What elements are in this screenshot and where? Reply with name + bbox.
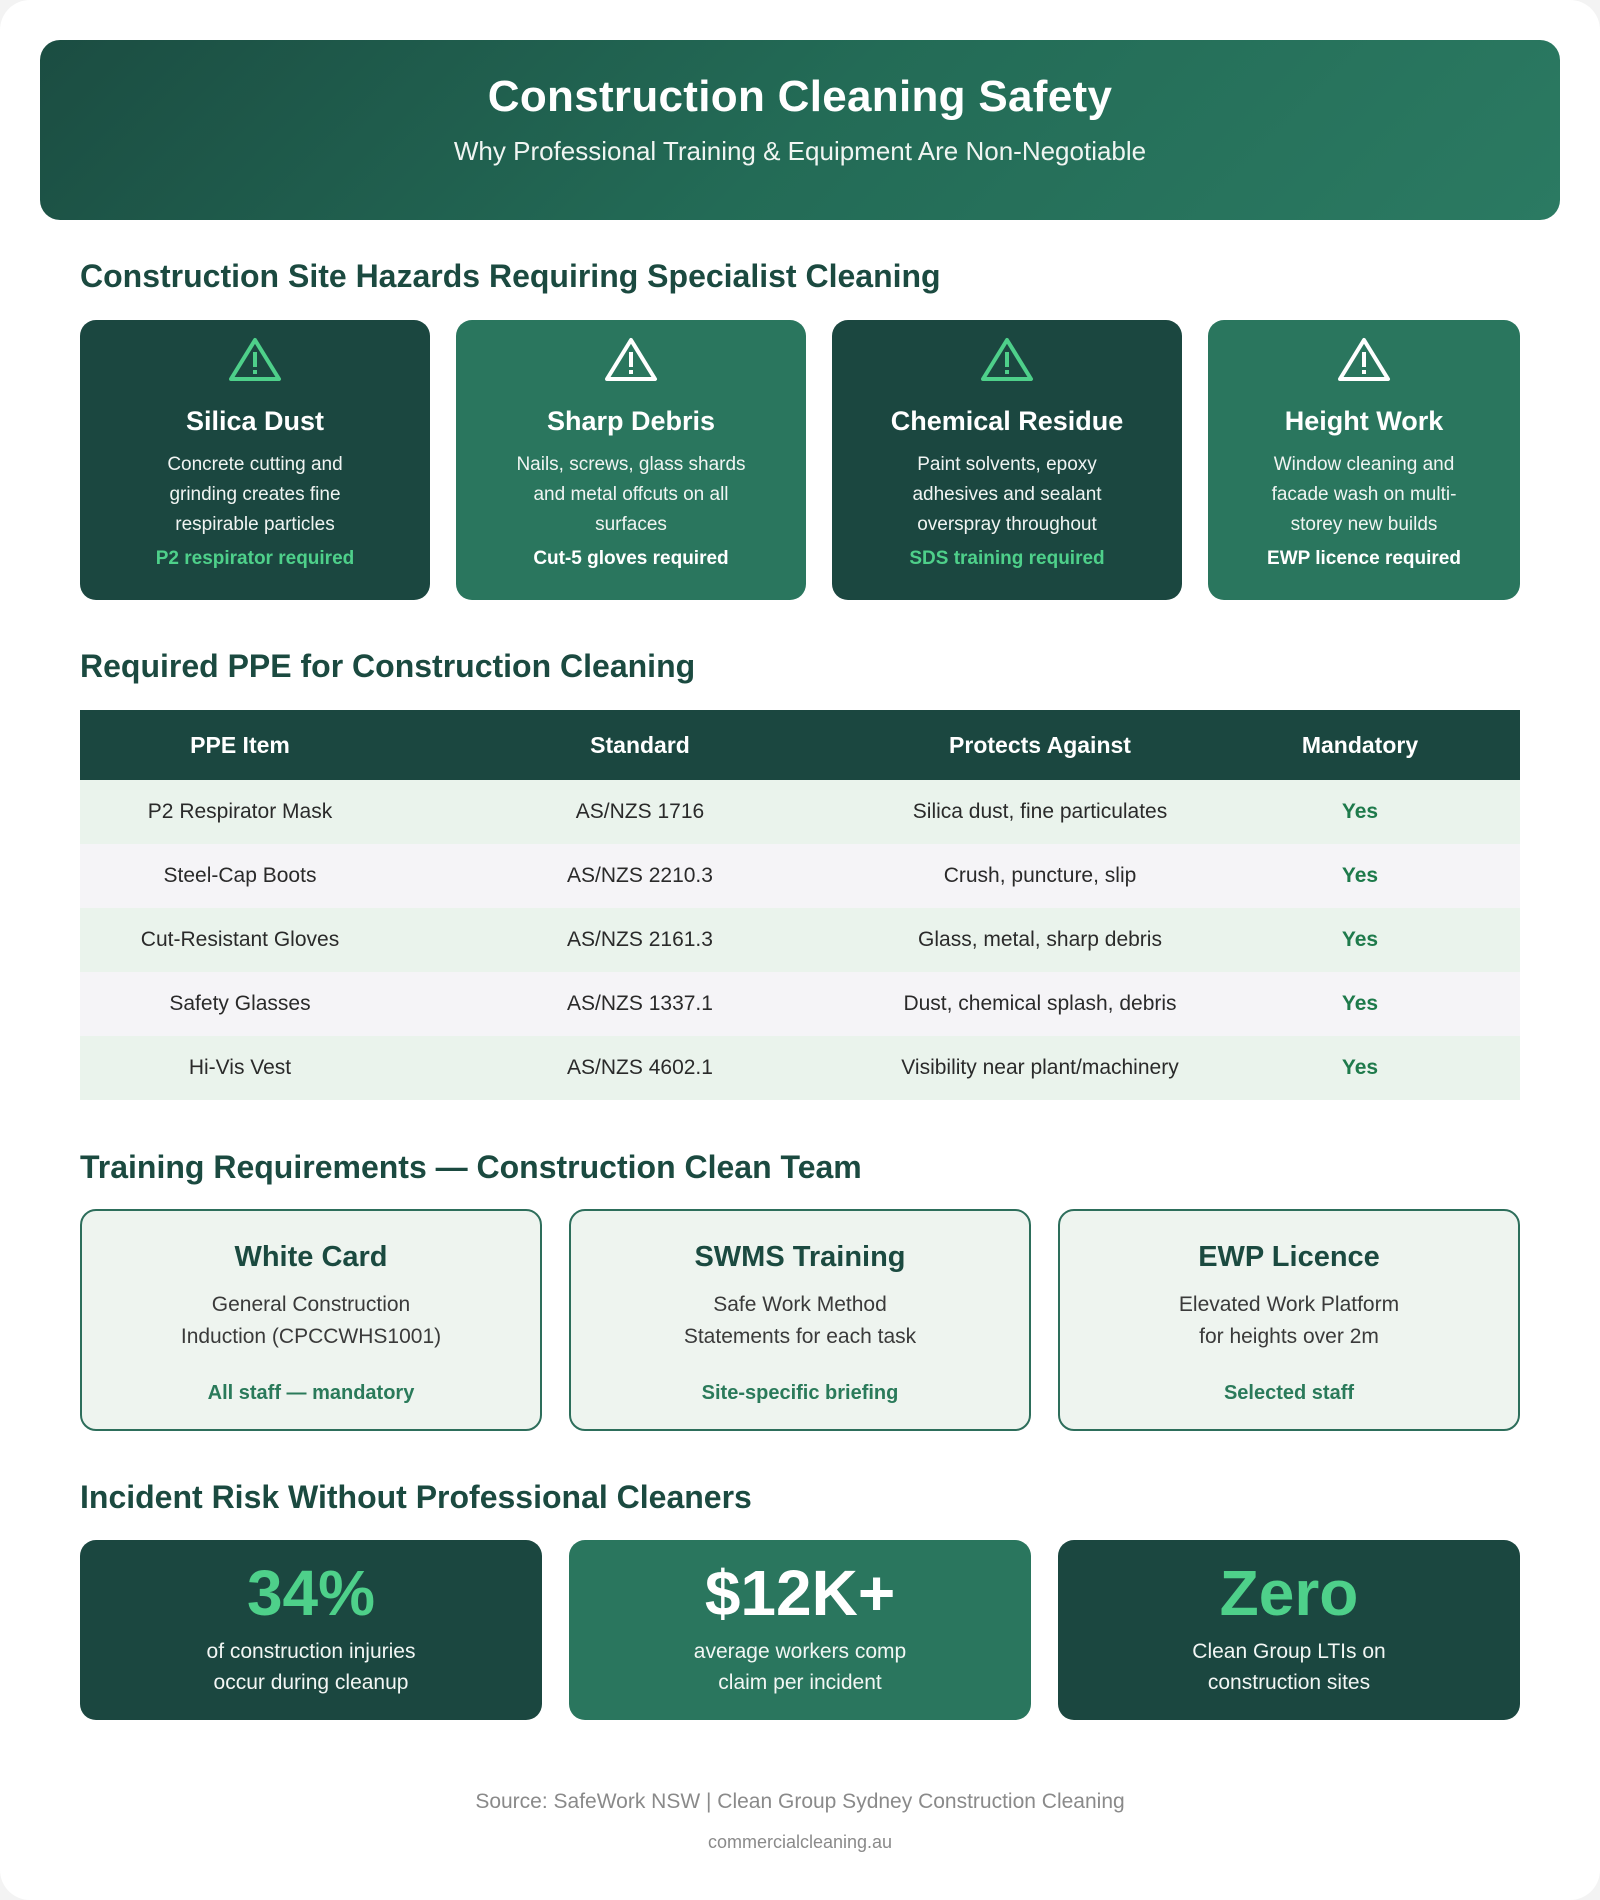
- hazard-card-chemical-residue: [832, 320, 1182, 600]
- ppe-item-cell: Safety Glasses: [80, 972, 400, 1036]
- training-description-line: Statements for each task: [683, 1325, 917, 1348]
- stat-label-line: claim per incident: [718, 1671, 882, 1694]
- standard-cell: AS/NZS 2161.3: [400, 908, 880, 972]
- stat-label-line: occur during cleanup: [213, 1671, 409, 1694]
- protects-against-cell: Crush, puncture, slip: [880, 844, 1200, 908]
- standard-cell: AS/NZS 1716: [400, 780, 880, 844]
- training-tag: Site-specific briefing: [701, 1382, 899, 1404]
- hazard-card-silica-dust: [80, 320, 430, 600]
- column-header: Standard: [400, 710, 880, 780]
- stat-label-line: average workers comp: [693, 1640, 907, 1663]
- training-description-line: Induction (CPCCWHS1001): [180, 1325, 442, 1348]
- ppe-item-cell: P2 Respirator Mask: [80, 780, 400, 844]
- table-row: [80, 908, 1520, 972]
- table-row: [80, 1036, 1520, 1100]
- page-subtitle: Why Professional Training & Equipment Are Non-Negotiable: [453, 136, 1147, 166]
- training-card-ewp-licence: [1058, 1209, 1520, 1431]
- hazard-requirement: EWP licence required: [1267, 548, 1461, 569]
- stat-value: $12K+: [704, 1557, 896, 1629]
- stat-card-injuries: [80, 1540, 542, 1720]
- training-description-line: General Construction: [211, 1293, 411, 1316]
- protects-against-cell: Visibility near plant/machinery: [880, 1036, 1200, 1100]
- column-header: Protects Against: [880, 710, 1200, 780]
- page-title: Construction Cleaning Safety: [487, 72, 1113, 121]
- stat-label: [1058, 1636, 1520, 1698]
- training-card-swms: [569, 1209, 1031, 1431]
- column-header: PPE Item: [80, 710, 400, 780]
- hazard-requirement: SDS training required: [909, 548, 1105, 569]
- source-credit: Source: SafeWork NSW | Clean Group Sydney Construction Cleaning: [475, 1790, 1125, 1813]
- mandatory-cell: Yes: [1200, 844, 1520, 908]
- training-description-line: Elevated Work Platform: [1178, 1293, 1400, 1316]
- hazard-title: Chemical Residue: [890, 406, 1124, 436]
- ppe-item-cell: Cut-Resistant Gloves: [80, 908, 400, 972]
- stat-label: [80, 1636, 542, 1698]
- warning-triangle-icon: [980, 336, 1034, 382]
- warning-triangle-icon: [604, 336, 658, 382]
- ppe-item-cell: Steel-Cap Boots: [80, 844, 400, 908]
- hazards-heading: Construction Site Hazards Requiring Specialist Cleaning: [80, 258, 941, 294]
- warning-triangle-icon: [1337, 336, 1391, 382]
- protects-against-cell: Silica dust, fine particulates: [880, 780, 1200, 844]
- hazard-description: Concrete cutting and grinding creates fine respirable particles: [167, 454, 343, 535]
- hazard-title: Silica Dust: [185, 406, 325, 436]
- hazard-card-height-work: [1208, 320, 1520, 600]
- hazard-requirement: Cut-5 gloves required: [533, 548, 729, 569]
- stat-label-line: construction sites: [1207, 1671, 1371, 1694]
- hazard-cards: [80, 320, 1520, 600]
- warning-triangle-icon: [228, 336, 282, 382]
- stat-value: Zero: [1219, 1557, 1359, 1629]
- standard-cell: AS/NZS 2210.3: [400, 844, 880, 908]
- hazard-title: Height Work: [1284, 406, 1444, 436]
- standard-cell: AS/NZS 4602.1: [400, 1036, 880, 1100]
- stat-card-claim-cost: [569, 1540, 1031, 1720]
- protects-against-cell: Glass, metal, sharp debris: [880, 908, 1200, 972]
- hazard-card-sharp-debris: [456, 320, 806, 600]
- table-row: [80, 844, 1520, 908]
- column-header: Mandatory: [1200, 710, 1520, 780]
- standard-cell: AS/NZS 1337.1: [400, 972, 880, 1036]
- mandatory-cell: Yes: [1200, 1036, 1520, 1100]
- training-description: [571, 1289, 1029, 1353]
- training-card-white-card: [80, 1209, 542, 1431]
- training-tag: Selected staff: [1223, 1382, 1355, 1404]
- training-title: EWP Licence: [1198, 1241, 1380, 1273]
- stat-value: 34%: [246, 1557, 376, 1629]
- ppe-heading: Required PPE for Construction Cleaning: [80, 648, 696, 684]
- stat-label: [569, 1636, 1031, 1698]
- mandatory-cell: Yes: [1200, 972, 1520, 1036]
- training-title: SWMS Training: [694, 1241, 906, 1273]
- mandatory-cell: Yes: [1200, 908, 1520, 972]
- ppe-table: [80, 710, 1520, 1100]
- hazard-title: Sharp Debris: [546, 406, 716, 436]
- stat-card-ltis: [1058, 1540, 1520, 1720]
- ppe-item-cell: Hi-Vis Vest: [80, 1036, 400, 1100]
- header-banner: [40, 40, 1560, 220]
- training-description: [1060, 1289, 1518, 1353]
- site-domain: commercialcleaning.au: [707, 1832, 893, 1852]
- training-title: White Card: [234, 1241, 388, 1273]
- incidents-heading: Incident Risk Without Professional Cleaners: [80, 1479, 752, 1515]
- table-row: [80, 780, 1520, 844]
- protects-against-cell: Dust, chemical splash, debris: [880, 972, 1200, 1036]
- hazard-description: Paint solvents, epoxy adhesives and sealant overspray throughout: [912, 454, 1102, 535]
- stat-label-line: of construction injuries: [206, 1640, 416, 1663]
- training-description-line: Safe Work Method: [713, 1293, 887, 1316]
- training-description: [82, 1289, 540, 1353]
- stat-label-line: Clean Group LTIs on: [1192, 1640, 1386, 1663]
- hazard-requirement: P2 respirator required: [155, 548, 355, 569]
- table-header-row: [80, 710, 1520, 780]
- hazard-description: Nails, screws, glass shards and metal offcuts on all surfaces: [516, 454, 746, 535]
- table-row: [80, 972, 1520, 1036]
- hazard-description: Window cleaning and facade wash on multi-storey new builds: [1271, 454, 1457, 535]
- training-heading: Training Requirements — Construction Clean Team: [80, 1149, 862, 1185]
- training-description-line: for heights over 2m: [1199, 1325, 1379, 1348]
- training-tag: All staff — mandatory: [207, 1382, 415, 1404]
- mandatory-cell: Yes: [1200, 780, 1520, 844]
